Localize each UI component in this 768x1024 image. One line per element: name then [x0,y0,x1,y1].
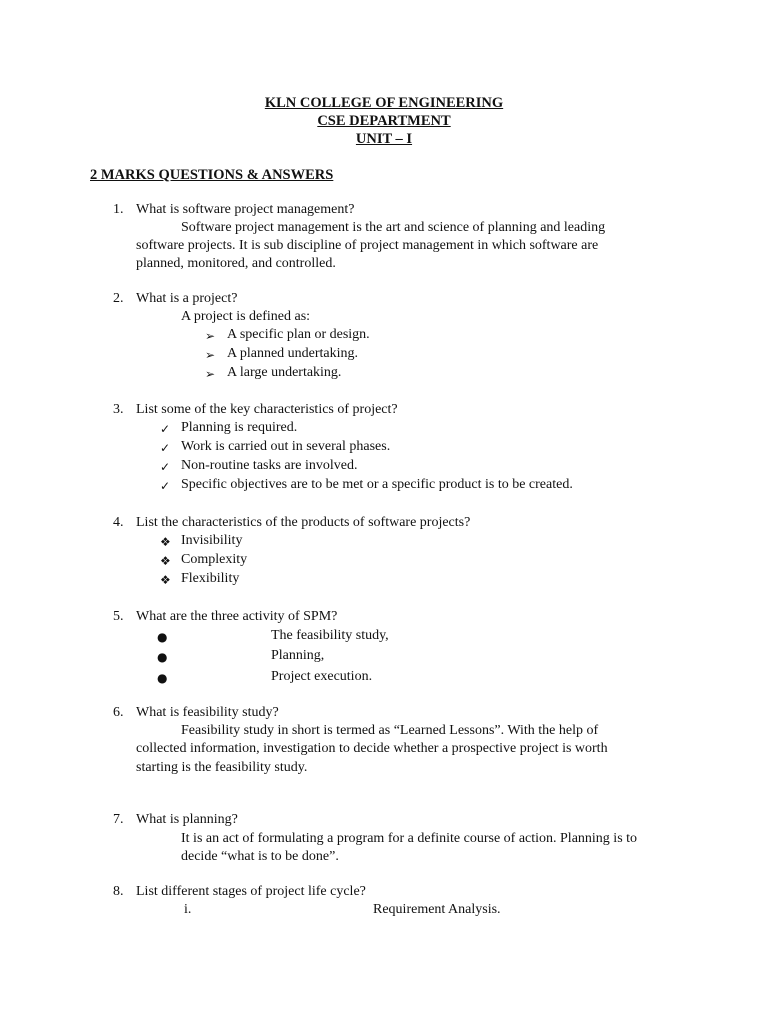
q3-item: Non-routine tasks are involved. [181,458,358,473]
q4-item: Invisibility [181,533,243,548]
q4-item: Flexibility [181,571,240,586]
department-name: CSE DEPARTMENT [317,113,451,129]
q1-question: What is software project management? [136,202,355,217]
q7-answer-line: It is an act of formulating a program for a definite course of action. Planning is to [181,831,638,846]
q7-answer-line: decide “what is to be done”. [181,849,339,864]
q4-number: 4. [113,515,124,530]
q1-answer-line: software projects. It is sub discipline of project management in which software are [136,238,599,253]
q2-item: A planned undertaking. [227,346,359,361]
check-bullet-icon: ✓ [160,441,171,455]
q8-item: Requirement Analysis. [373,902,501,917]
check-bullet-icon: ✓ [160,479,171,493]
q5-item: The feasibility study, [271,628,389,643]
section-title: 2 MARKS QUESTIONS & ANSWERS [90,167,334,183]
q5-question: What are the three activity of SPM? [136,609,338,624]
q6-answer-line: starting is the feasibility study. [136,760,308,775]
check-bullet-icon: ✓ [160,460,171,474]
diamond-bullet-icon: ❖ [160,573,171,587]
q5-item: Project execution. [271,669,373,684]
arrow-bullet-icon: ➢ [205,329,216,343]
arrow-bullet-icon: ➢ [205,348,216,362]
q2-item: A specific plan or design. [227,327,370,342]
q3-question: List some of the key characteristics of project? [136,402,398,417]
q8-question: List different stages of project life cycle? [136,884,366,899]
q3-item: Specific objectives are to be met or a specific product is to be created. [181,477,573,492]
q2-question: What is a project? [136,291,238,306]
q6-answer-line: Feasibility study in short is termed as “Learned Lessons”. With the help of [181,723,599,738]
q5-number: 5. [113,609,124,624]
check-bullet-icon: ✓ [160,422,171,436]
q3-item: Planning is required. [181,420,298,435]
q7-number: 7. [113,812,124,827]
q7-question: What is planning? [136,812,238,827]
q4-item: Complexity [181,552,248,567]
diamond-bullet-icon: ❖ [160,554,171,568]
q8-item-number: i. [184,902,192,917]
q2-item: A large undertaking. [227,365,342,380]
q1-answer-line: planned, monitored, and controlled. [136,256,336,271]
dot-bullet-icon: ● [157,671,168,685]
q6-question: What is feasibility study? [136,705,279,720]
arrow-bullet-icon: ➢ [205,367,216,381]
q4-question: List the characteristics of the products of software projects? [136,515,471,530]
college-name: KLN COLLEGE OF ENGINEERING [264,95,504,111]
q5-item: Planning, [271,648,325,663]
q3-item: Work is carried out in several phases. [181,439,391,454]
unit-title: UNIT – I [355,131,413,147]
diamond-bullet-icon: ❖ [160,535,171,549]
q3-number: 3. [113,402,124,417]
q6-answer-line: collected information, investigation to decide whether a prospective project is worth [136,741,608,756]
q6-number: 6. [113,705,124,720]
q2-number: 2. [113,291,124,306]
q1-number: 1. [113,202,124,217]
dot-bullet-icon: ● [157,650,168,664]
dot-bullet-icon: ● [157,630,168,644]
q8-number: 8. [113,884,124,899]
q1-answer-line: Software project management is the art and science of planning and leading [181,220,606,235]
q2-intro: A project is defined as: [181,309,311,324]
